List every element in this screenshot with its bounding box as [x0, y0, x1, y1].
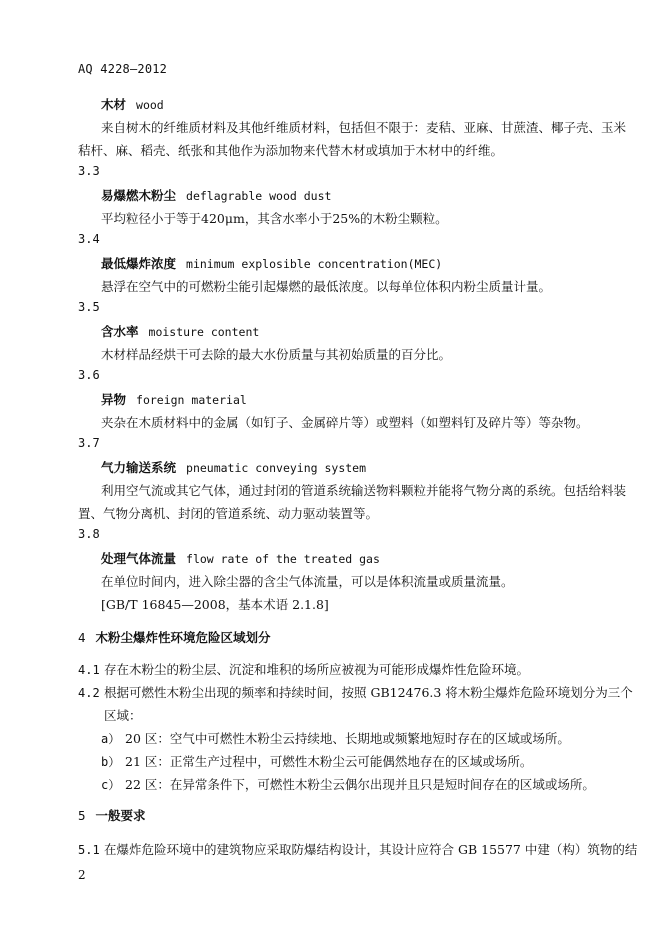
- term-en: flow rate of the treated gas: [186, 552, 380, 566]
- section-heading-4: [78, 628, 271, 646]
- section-title: 木粉尘爆炸性环境危险区域划分: [95, 630, 271, 645]
- clause-number: 3.5: [78, 300, 100, 314]
- term-moisture-content: [101, 322, 259, 340]
- clause-text: 根据可燃性木粉尘出现的频率和持续时间，按照 GB12476.3 将木粉尘爆炸危险环境划分为三个: [104, 685, 633, 700]
- document-header: AQ 4228—2012: [78, 62, 168, 76]
- definition-line: 夹杂在木质材料中的金属（如钉子、金属碎片等）或塑料（如塑料钉及碎片等）等杂物。: [101, 415, 589, 430]
- definition-line: 在单位时间内，进入除尘器的含尘气体流量，可以是体积流量或质量流量。: [101, 574, 514, 589]
- term-zh: 异物: [101, 392, 127, 407]
- term-zh: 气力输送系统: [101, 460, 177, 475]
- term-en: wood: [136, 98, 164, 112]
- page-number: 2: [78, 868, 86, 882]
- definition-line: 木材样品经烘干可去除的最大水份质量与其初始质量的百分比。: [101, 347, 452, 362]
- section-number: 4: [78, 630, 86, 645]
- reference: [GB/T 16845—2008，基本术语 2.1.8]: [101, 597, 329, 612]
- list-text: 21 区：正常生产过程中，可燃性木粉尘云可能偶然地存在的区域或场所。: [125, 754, 533, 769]
- list-item: [101, 752, 532, 770]
- clause-continuation: 区域：: [104, 708, 142, 723]
- term-flow-rate: [101, 549, 380, 567]
- clause-number: 5.1: [78, 843, 100, 857]
- term-pneumatic-conveying: [101, 458, 366, 476]
- term-en: foreign material: [136, 393, 247, 407]
- clause-number: 3.8: [78, 527, 100, 541]
- clause-text: 存在木粉尘的粉尘层、沉淀和堆积的场所应被视为可能形成爆炸性危险环境。: [104, 662, 530, 677]
- term-foreign-material: [101, 390, 247, 408]
- clause-4-2: [78, 683, 633, 701]
- term-deflagrable-wood-dust: [101, 186, 331, 204]
- clause-number: 3.7: [78, 436, 100, 450]
- clause-4-1: [78, 660, 529, 678]
- term-mec: [101, 254, 442, 272]
- list-marker: b）: [101, 755, 121, 769]
- list-marker: a）: [101, 732, 121, 746]
- clause-text: 在爆炸危险环境中的建筑物应采取防爆结构设计，其设计应符合 GB 15577 中建（构）筑物的结: [104, 842, 638, 857]
- term-wood: [101, 95, 164, 113]
- term-zh: 最低爆炸浓度: [101, 256, 177, 271]
- clause-number: 3.6: [78, 368, 100, 382]
- list-item: [101, 729, 570, 747]
- list-marker: c）: [101, 778, 121, 792]
- section-heading-5: [78, 806, 146, 824]
- clause-number: 3.3: [78, 164, 100, 178]
- clause-number: 3.4: [78, 232, 100, 246]
- term-en: deflagrable wood dust: [186, 189, 332, 203]
- section-title: 一般要求: [95, 808, 146, 823]
- definition-line: 秸杆、麻、稻壳、纸张和其他作为添加物来代替木材或填加于木材中的纤维。: [78, 143, 504, 158]
- definition-line: 来自树木的纤维质材料及其他纤维质材料，包括但不限于：麦秸、亚麻、甘蔗渣、椰子壳、玉米: [101, 120, 627, 135]
- term-zh: 易爆燃木粉尘: [101, 188, 177, 203]
- list-item: [101, 775, 595, 793]
- term-zh: 木材: [101, 97, 127, 112]
- definition-line: 平均粒径小于等于420μm，其含水率小于25%的木粉尘颗粒。: [101, 211, 448, 226]
- term-zh: 处理气体流量: [101, 551, 177, 566]
- definition-line: 悬浮在空气中的可燃粉尘能引起爆燃的最低浓度。以每单位体积内粉尘质量计量。: [101, 279, 552, 294]
- definition-line: 置、气物分离机、封闭的管道系统、动力驱动装置等。: [78, 506, 379, 521]
- section-number: 5: [78, 808, 86, 823]
- list-text: 20 区：空气中可燃性木粉尘云持续地、长期地或频繁地短时存在的区域或场所。: [125, 731, 570, 746]
- clause-number: 4.1: [78, 663, 100, 677]
- clause-number: 4.2: [78, 686, 100, 700]
- clause-5-1: [78, 840, 637, 858]
- term-zh: 含水率: [101, 324, 139, 339]
- list-text: 22 区：在异常条件下，可燃性木粉尘云偶尔出现并且只是短时间存在的区域或场所。: [125, 777, 595, 792]
- definition-line: 利用空气流或其它气体，通过封闭的管道系统输送物料颗粒并能将气物分离的系统。包括给料装: [101, 483, 627, 498]
- term-en: minimum explosible concentration(MEC): [186, 257, 443, 271]
- term-en: moisture content: [148, 325, 260, 339]
- term-en: pneumatic conveying system: [186, 461, 367, 475]
